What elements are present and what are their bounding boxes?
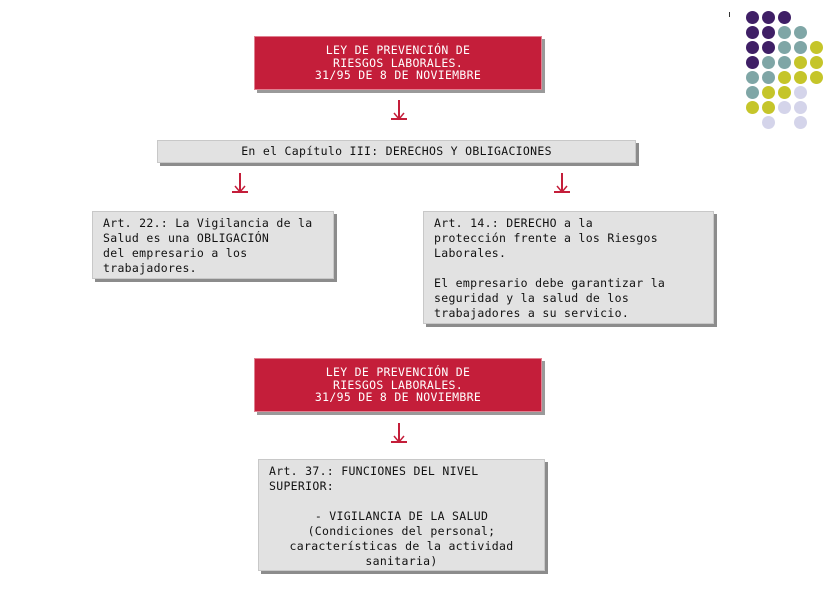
- dot: [762, 26, 775, 39]
- law-box-line: 31/95 DE 8 DE NOVIEMBRE: [314, 390, 482, 404]
- art22-line: Art. 22.: La Vigilancia de la: [103, 216, 313, 230]
- dot: [794, 41, 807, 54]
- dot: [762, 101, 775, 114]
- dot: [746, 101, 759, 114]
- dot: [794, 71, 807, 84]
- art14-line: El empresario debe garantizar la: [434, 276, 666, 290]
- dot: [778, 26, 791, 39]
- dot: [778, 71, 791, 84]
- dot: [746, 41, 759, 54]
- chapter-text: En el Capítulo III: DERECHOS Y OBLIGACIONES: [241, 144, 552, 158]
- art37-line: SUPERIOR:: [269, 479, 335, 493]
- art37-line: Art. 37.: FUNCIONES DEL NIVEL: [269, 464, 479, 478]
- dot: [778, 101, 791, 114]
- dot: [794, 101, 807, 114]
- dot: [810, 71, 823, 84]
- decorative-tick: [729, 12, 730, 17]
- dot: [810, 56, 823, 69]
- down-arrow-icon: [230, 173, 250, 195]
- art14-line: trabajadores a su servicio.: [434, 306, 630, 320]
- art14-line: seguridad y la salud de los: [434, 291, 630, 305]
- dot: [778, 86, 791, 99]
- dot: [794, 86, 807, 99]
- art22-box: [92, 211, 334, 279]
- dot: [746, 11, 759, 24]
- art37-line: características de la actividad: [289, 539, 514, 553]
- dot: [762, 41, 775, 54]
- art22-line: trabajadores.: [103, 261, 197, 275]
- art37-line: (Condiciones del personal;: [307, 524, 496, 538]
- art14-line: protección frente a los Riesgos: [434, 231, 658, 245]
- art22-line: del empresario a los: [103, 246, 248, 260]
- art14-box: [423, 211, 714, 324]
- law-box-line: LEY DE PREVENCIÓN DE: [325, 365, 471, 379]
- chapter-box: [157, 140, 636, 163]
- law-box-line: 31/95 DE 8 DE NOVIEMBRE: [314, 68, 482, 82]
- dot: [746, 71, 759, 84]
- art14-line: Laborales.: [434, 246, 507, 260]
- dot: [762, 11, 775, 24]
- dot: [778, 41, 791, 54]
- dot: [762, 86, 775, 99]
- dot: [810, 41, 823, 54]
- art37-box: [258, 459, 545, 571]
- art37-line: sanitaria): [365, 554, 438, 568]
- dot: [762, 71, 775, 84]
- dot: [778, 56, 791, 69]
- dot: [794, 26, 807, 39]
- dot: [778, 11, 791, 24]
- law-box-line: LEY DE PREVENCIÓN DE: [325, 43, 471, 57]
- law-box-line: RIESGOS LABORALES.: [332, 56, 464, 70]
- dot: [746, 56, 759, 69]
- down-arrow-icon: [389, 100, 409, 122]
- down-arrow-icon: [552, 173, 572, 195]
- art37-line: - VIGILANCIA DE LA SALUD: [314, 509, 489, 523]
- dot: [762, 56, 775, 69]
- down-arrow-icon: [389, 423, 409, 445]
- art14-line: Art. 14.: DERECHO a la: [434, 216, 593, 230]
- dot: [746, 86, 759, 99]
- art22-line: Salud es una OBLIGACIÓN: [103, 231, 270, 245]
- law-box-line: RIESGOS LABORALES.: [332, 378, 464, 392]
- dot: [794, 56, 807, 69]
- dot: [746, 26, 759, 39]
- dot: [762, 116, 775, 129]
- dot: [794, 116, 807, 129]
- law-box-top: [254, 36, 542, 90]
- law-box-bottom: [254, 358, 542, 412]
